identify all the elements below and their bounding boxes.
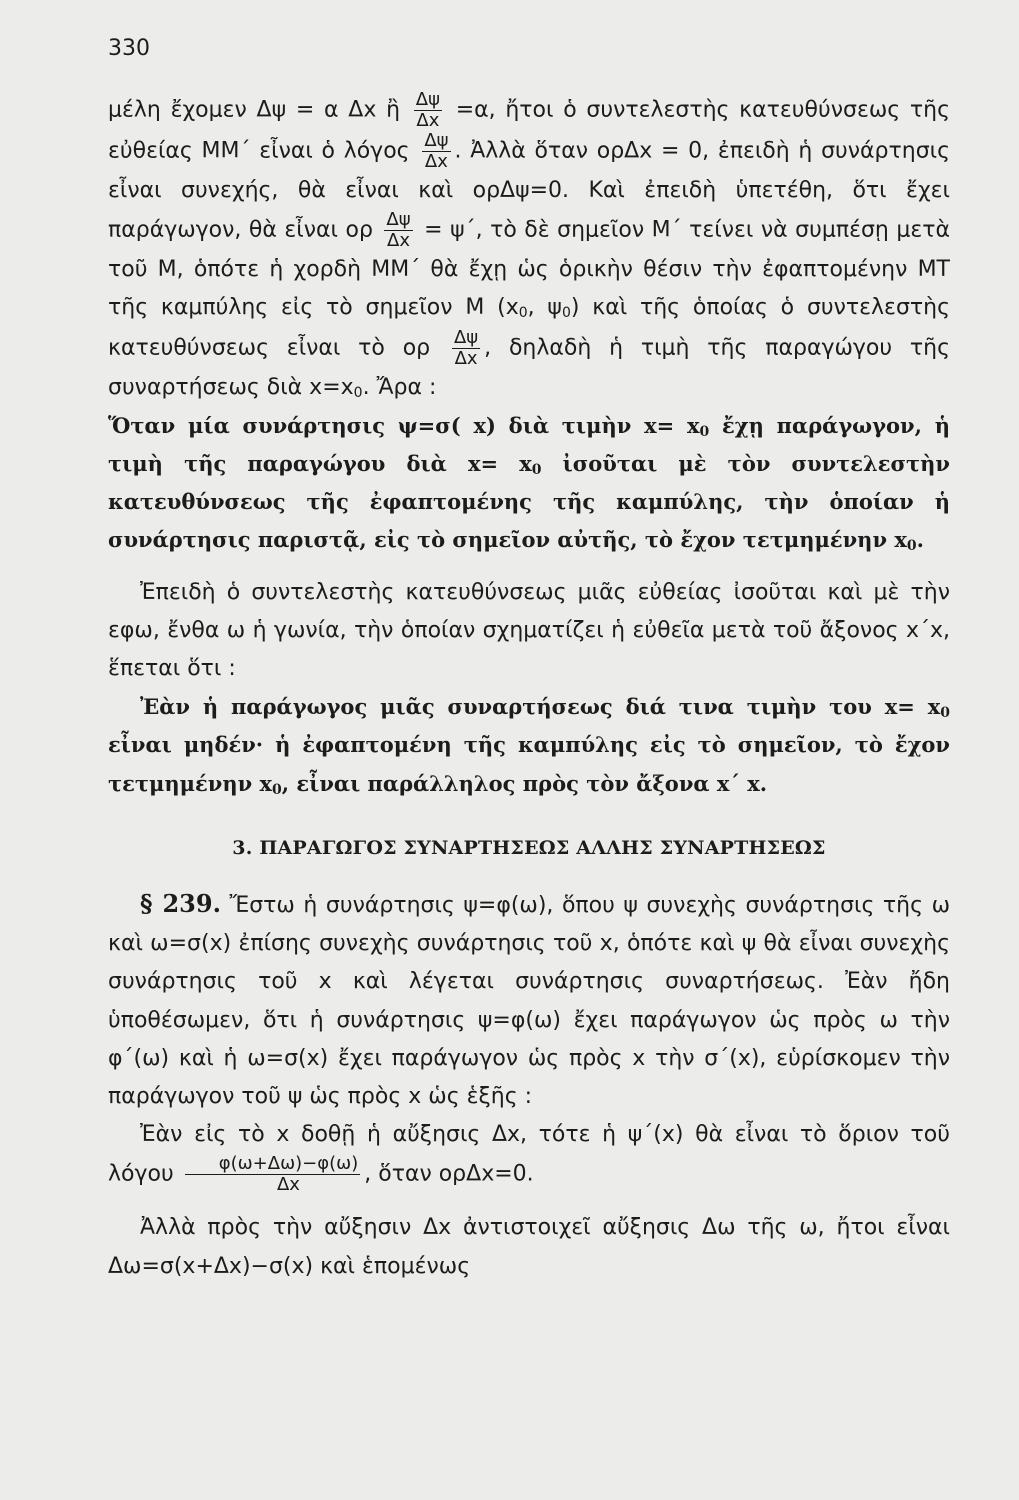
page-body <box>108 90 950 1286</box>
subscript: 0 <box>561 305 571 322</box>
text-run: . <box>916 527 924 553</box>
page-number: 330 <box>108 36 150 61</box>
fraction-denominator: Δx <box>276 1174 300 1196</box>
text-run: , εἶναι παράλληλος πρὸς τὸν ἄξονα x΄ x. <box>281 770 768 796</box>
text-run: =α, ἤτοι ὁ συντελεστὴς κατευθύνσεως τῆς εὐθείας ΜΜ΄ εἶναι ὁ λόγος <box>108 97 951 164</box>
fraction-dpsi-dx <box>414 90 442 131</box>
text-run: ) καὶ τῆς ὁποίας ὁ συντελεστὴς κατευθύνσεως εἶναι τὸ ορ <box>108 295 950 361</box>
subscript: 0 <box>940 705 950 722</box>
paragraph-increment <box>108 1116 950 1195</box>
fraction-numerator: Δψ <box>386 209 411 231</box>
paragraph-slope-tangent-angle: Ἐπειδὴ ὁ συντελεστὴς κατευθύνσεως μιᾶς εὐθείας ἰσοῦται καὶ μὲ τὴν εφω, ἔνθα ω ἡ γωνία, τὴν ὁποίαν σχηματίζει ἡ εὐθεῖα μετὰ τοῦ ἄξονος x΄x, ἕπεται ὅτι : <box>108 579 950 682</box>
subscript: 0 <box>699 423 710 440</box>
text-run: , ὅταν ορΔx=0. <box>364 1161 534 1187</box>
fraction-dpsi-dx <box>422 131 450 172</box>
fraction-phi-diff <box>185 1154 361 1195</box>
fraction-denominator: Δx <box>416 110 440 131</box>
theorem-tangent-derivative <box>108 407 950 560</box>
text-run: ἔχῃ παράγωγον, ἡ τιμὴ τῆς παραγώγου διὰ x= x <box>108 412 950 477</box>
fraction-dpsi-dx <box>384 210 412 251</box>
subscript: 0 <box>353 384 363 401</box>
subscript: 0 <box>518 305 528 322</box>
text-run: Ἔστω ἡ συνάρτησις ψ=φ(ω), ὅπου ψ συνεχὴς συνάρτησις τῆς ω καὶ ω=σ(x) ἐπίσης συνεχὴς συνάρτησις τοῦ x, ὁπότε καὶ ψ θὰ εἶναι συνεχὴς συνάρτησις τοῦ x καὶ λέγεται συνάρτησις συναρτήσεως. Ἐὰν ἤδη ὑποθέσωμεν, ὅτι ἡ συνάρτησις ψ=φ(ω) ἔχει παράγωγον ὡς πρὸς ω τὴν φ΄(ω) καὶ ἡ ω=σ(x) ἔχει παράγωγον ὡς πρὸς x τὴν σ΄(x), εὑρίσκομεν τὴν παράγωγον τοῦ ψ ὡς πρὸς x ὡς ἑξῆς : <box>108 893 950 1110</box>
text-run: Ἐὰν εἰς τὸ x δοθῇ ἡ αὔξησις Δx, τότε ἡ ψ΄(x) θὰ εἶναι τὸ ὅριον τοῦ λόγου <box>108 1122 950 1187</box>
text-run: , δηλαδὴ ἡ τιμὴ τῆς παραγώγου τῆς συναρτήσεως διὰ x=x <box>108 335 951 400</box>
text-run: . Ἀλλὰ ὅταν ορΔx = 0, ἐπειδὴ ἡ συνάρτησις εἶναι συνεχής, θὰ εἶναι καὶ ορΔψ=0. Καὶ ἐπειδὴ ὑπετέθη, ὅτι ἔχει παράγωγον, θὰ εἶναι ορ <box>108 138 950 243</box>
text-run: , ψ <box>527 295 562 321</box>
paragraph-delta-omega: Ἀλλὰ πρὸς τὴν αὔξησιν Δx ἀντιστοιχεῖ αὔξησις Δω τῆς ω, ἤτοι εἶναι Δω=σ(x+Δx)−σ(x) καὶ ἑπομένως <box>108 1215 950 1279</box>
text-run: Ὅταν μία συνάρτησις ψ=σ( x) διὰ τιμὴν x= x <box>108 412 700 438</box>
section-heading: 3. ΠΑΡΑΓΩΓΟΣ ΣΥΝΑΡΤΗΣΕΩΣ ΑΛΛΗΣ ΣΥΝΑΡΤΗΣΕΩΣ <box>232 836 826 859</box>
subscript: 0 <box>531 462 542 479</box>
text-run: ἰσοῦται μὲ τὸν συντελεστὴν κατευθύνσεως τῆς ἐφαπτομένης τῆς καμπύλης, τὴν ὁποίαν ἡ συνάρτησις παριστᾷ, εἰς τὸ σημεῖον αὐτῆς, τὸ ἔχον τετμημένην x <box>108 451 950 553</box>
fraction-denominator: Δx <box>454 347 478 369</box>
text-run: = ψ΄, τὸ δὲ σημεῖον Μ΄ τείνει νὰ συμπέσῃ μετὰ τοῦ Μ, ὁπότε ἡ χορδὴ ΜΜ΄ θὰ ἔχῃ ὡς ὁρικὴν θέσιν τὴν ἐφαπτομένην ΜΤ τῆς καμπύλης εἰς τὸ σημεῖον Μ (x <box>108 217 950 321</box>
fraction-numerator: φ(ω+Δω)−φ(ω) <box>185 1154 361 1175</box>
fraction-dpsi-dx <box>452 328 480 369</box>
fraction-numerator: Δψ <box>453 326 479 348</box>
paragraph-section-239 <box>108 885 950 1116</box>
fraction-denominator: Δx <box>424 151 448 172</box>
fraction-denominator: Δx <box>387 230 410 252</box>
text-run: . Ἄρα : <box>362 374 437 400</box>
section-number: § 239. <box>140 889 221 919</box>
paragraph-tangent-slope <box>108 90 950 407</box>
text-run: μέλη ἔχομεν Δψ = α Δx ἢ <box>108 97 401 123</box>
subscript: 0 <box>906 538 917 555</box>
fraction-numerator: Δψ <box>424 130 449 151</box>
theorem-zero-derivative <box>108 688 950 803</box>
subscript: 0 <box>272 781 282 798</box>
fraction-numerator: Δψ <box>415 89 440 110</box>
text-run: εἶναι μηδέν· ἡ ἐφαπτομένη τῆς καμπύλης εἰς τὸ σημεῖον, τὸ ἔχον τετμημένην x <box>108 732 950 796</box>
text-run: Ἐὰν ἡ παράγωγος μιᾶς συναρτήσεως διά τινα τιμὴν του x= x <box>140 694 941 720</box>
